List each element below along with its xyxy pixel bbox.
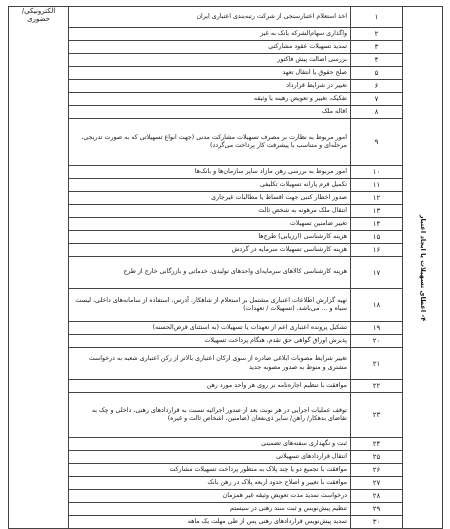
service-title: توقف عملیات اجرایی در هر نوبت بعد از صدور اجرائیه نسبت به قراردادهای رهنی، داخلی و چک به تقاضای بدهکار/ راهن/ سایر ذی‌نفعان (ضامنین، اشخاص ثالث و غیره): [69, 393, 351, 438]
row-number: ۲۸: [351, 490, 403, 503]
table-row: [9, 7, 443, 28]
table-row: [9, 67, 443, 80]
row-number: ۱۵: [351, 231, 403, 244]
row-number: ۲۰: [351, 335, 403, 348]
table-row: [9, 205, 443, 218]
service-title: درخواست تمدید مدت تعویض وثیقه غیر همزمان: [69, 490, 351, 503]
row-number: ۱: [351, 7, 403, 28]
service-title: هزینه کارشناسی (ارزیابی) طرح‌ها: [69, 231, 351, 244]
row-number: ۱۸: [351, 289, 403, 322]
section-label: ۴- اعطای تسهیلات یا ایجاد اعتبار: [418, 214, 427, 321]
service-title: موافقت با تغییر و اصلاح حدود اربعه پلاک در رهن بانک: [69, 477, 351, 490]
service-title: پذیرش اوراق گواهی حق تقدم، هنگام پرداخت تسهیلات: [69, 335, 351, 348]
row-number: ۹: [351, 119, 403, 166]
table-row: [9, 218, 443, 231]
row-number: ۲۳: [351, 393, 403, 438]
row-number: ۲۴: [351, 438, 403, 451]
table-row: [9, 231, 443, 244]
service-title: تکمیل فرم پارانه تسهیلات تکلیفی: [69, 179, 351, 192]
service-title: تمدید پیش‌نویس قراردادهای رهنی پس از طی مهلت یک ماهه: [69, 516, 351, 529]
table-row: [9, 438, 443, 451]
table-row: [9, 464, 443, 477]
service-title: بررسی اصالت پیش فاکتور: [69, 54, 351, 67]
service-title: اقاله ملک: [69, 106, 351, 119]
service-title: امور مربوط به بررسی رهن مازاد سایر سازمان‌ها و بانک‌ها: [69, 166, 351, 179]
row-number: ۳۰: [351, 516, 403, 529]
table-row: [9, 41, 443, 54]
service-title: هزینه کارشناسی کالاهای سرمایه‌ای واحدهای تولیدی، خدماتی و بازرگانی خارج از طرح: [69, 257, 351, 289]
table-row: [9, 490, 443, 503]
row-number: ۷: [351, 93, 403, 106]
row-number: ۱۹: [351, 322, 403, 335]
row-number: ۵: [351, 67, 403, 80]
delivery-mode-label: الکترونیکی/حضوری: [21, 7, 56, 23]
table-row: [9, 257, 443, 289]
service-title: تغییر شرایط مصوبات ابلاغی صادره از سوی ارکان اعتباری بالاتر از رکن اعتباری شعبه به درخواست مشتری و منوط به صدور مصوبه جدید: [69, 348, 351, 380]
service-title: ثبت و نگهداری سفته‌های تضمینی: [69, 438, 351, 451]
row-number: ۱۱: [351, 179, 403, 192]
row-number: ۲: [351, 28, 403, 41]
table-row: [9, 503, 443, 516]
row-number: ۶: [351, 80, 403, 93]
service-title: موافقت با تجمیع دو یا چند پلاک به منظور پرداخت تسهیلات مشارکت: [69, 464, 351, 477]
service-title: تهیه گزارش اطلاعات اعتباری مشتمل بر استعلام از شاهکار، آدرس، استفاده از سامانه‌های داخلی، لیست سیاه و ... می‌باشد. (تسهیلات / تعهدات): [69, 289, 351, 322]
table-row: [9, 179, 443, 192]
services-table: [8, 6, 443, 529]
row-number: ۲۹: [351, 503, 403, 516]
table-row: [9, 93, 443, 106]
service-title: موافقت با تنظیم اجاره‌نامه بر روی هر واحد مورد رهن: [69, 380, 351, 393]
table-row: [9, 28, 443, 41]
table-row: [9, 335, 443, 348]
row-number: ۱۲: [351, 192, 403, 205]
service-title: تشکیل پرونده اعتباری اعم از تعهدات یا تسهیلات (به استثنای قرض‌الحسنه): [69, 322, 351, 335]
service-title: صلح حقوق یا انتقال تعهد: [69, 67, 351, 80]
table-row: [9, 322, 443, 335]
service-title: تغییر ضامنین تسهیلات: [69, 218, 351, 231]
table-row: [9, 166, 443, 179]
service-title: تفکیک، تغییر و تعویض رهینه یا وثیقه: [69, 93, 351, 106]
service-title: هزینه کارشناسی تسهیلات سرمایه در گردش: [69, 244, 351, 257]
row-number: ۲۱: [351, 348, 403, 380]
table-row: [9, 380, 443, 393]
row-number: ۸: [351, 106, 403, 119]
table-row: [9, 54, 443, 67]
service-title: تمدید تسهیلات عقود مشارکتی: [69, 41, 351, 54]
service-title: تغییر در شرایط قرارداد: [69, 80, 351, 93]
table-row: [9, 244, 443, 257]
service-title: انتقال ملک مرهونه به شخص ثالث: [69, 205, 351, 218]
row-number: ۱۴: [351, 218, 403, 231]
row-number: ۱۳: [351, 205, 403, 218]
row-number: ۲۶: [351, 464, 403, 477]
section-cell: [403, 7, 443, 529]
table-row: [9, 393, 443, 438]
row-number: ۲۵: [351, 451, 403, 464]
table-row: [9, 516, 443, 529]
table-row: [9, 289, 443, 322]
service-title: واگذاری سهام‌الشرکه بانک به غیر: [69, 28, 351, 41]
row-number: ۱۶: [351, 244, 403, 257]
service-title: انتقال قراردادهای تسهیلاتی: [69, 451, 351, 464]
table-row: [9, 80, 443, 93]
row-number: ۲۲: [351, 380, 403, 393]
service-title: صدور اخطار کتبی جهت اقساط یا مطالبات غیرجاری: [69, 192, 351, 205]
table-row: [9, 348, 443, 380]
row-number: ۲۷: [351, 477, 403, 490]
service-title: امور مربوط به نظارت بر مصرف تسهیلات مشارکت مدنی (جهت انواع تسهیلاتی که به صورت تدریجی، مرحله‌ای و متناسب با پیشرفت کار پرداخت می‌گردد): [69, 119, 351, 166]
table-row: [9, 477, 443, 490]
row-number: ۱۰: [351, 166, 403, 179]
delivery-mode-cell: [9, 7, 69, 529]
service-title: تنظیم پیش‌نویس و ثبت سند رهنی در سیستم: [69, 503, 351, 516]
table-row: [9, 451, 443, 464]
table-row: [9, 119, 443, 166]
service-title: اخذ استعلام اعتبارسنجی از شرکت رتبه‌بندی اعتباری ایران: [69, 7, 351, 28]
row-number: ۳: [351, 41, 403, 54]
row-number: ۴: [351, 54, 403, 67]
row-number: ۱۷: [351, 257, 403, 289]
table-row: [9, 106, 443, 119]
table-row: [9, 192, 443, 205]
